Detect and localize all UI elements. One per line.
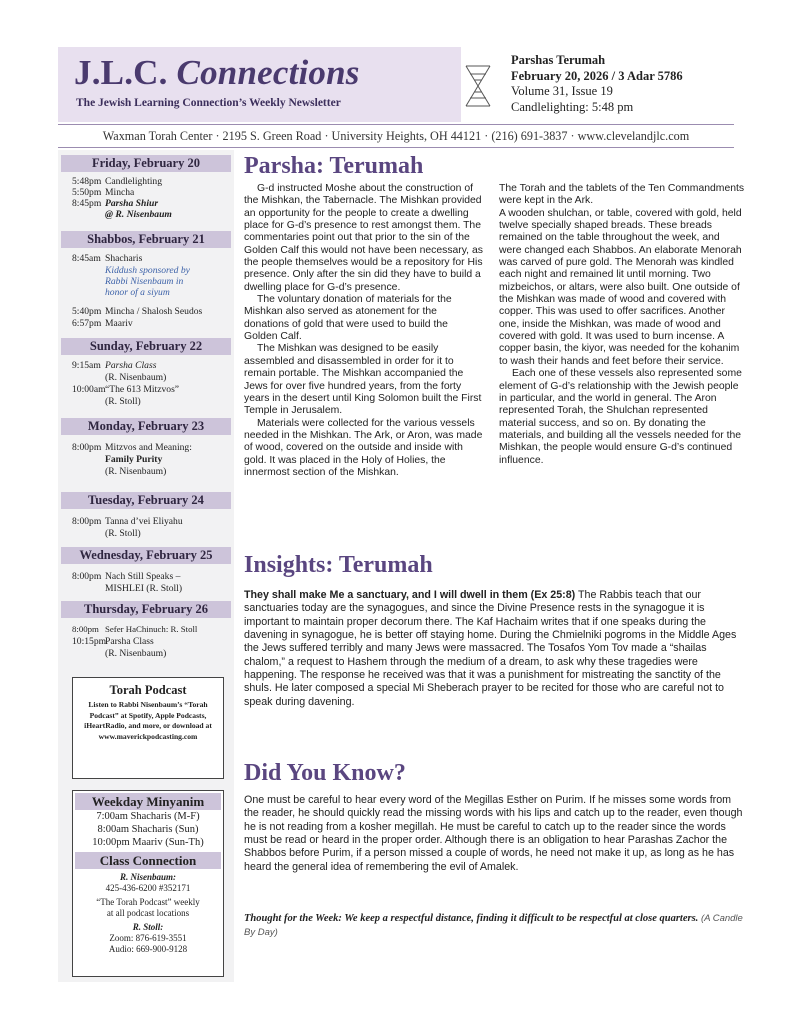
day-header-monday: Monday, February 23 xyxy=(61,418,231,435)
paragraph: Materials were collected for the various vessels needed in the Mishkan. The Ark, or Aron, was made of wood, covered on the outside and inside with gold. It was placed in the Holy of Holies, the innermost section of the Mishkan. xyxy=(244,417,483,478)
thought-text: We keep a respectful distance, finding it difficult to be respectful at close quarters. xyxy=(341,913,699,924)
logo-icon xyxy=(464,62,492,110)
day-header-sunday: Sunday, February 22 xyxy=(61,338,231,355)
schedule-event: 8:00pm Nach Still Speaks – xyxy=(72,571,181,582)
day-header-shabbos: Shabbos, February 21 xyxy=(61,231,231,248)
schedule-event-detail: (R. Nisenbaum) xyxy=(105,648,167,659)
contact-name: R. Nisenbaum: xyxy=(119,872,176,882)
schedule-event: 8:45am Shacharis xyxy=(72,253,143,264)
schedule-event-detail: (R. Stoll) xyxy=(105,396,141,407)
address-bar: Waxman Torah Center · 2195 S. Green Road · University Heights, OH 44121 · (216) 691-3837 · www.clevelandjlc.com xyxy=(58,124,734,148)
newsletter-title: J.L.C. Connections xyxy=(74,53,360,92)
paragraph: The Torah and the tablets of the Ten Commandments were kept in the Ark. xyxy=(499,183,745,207)
schedule-event-detail: (R. Stoll) xyxy=(105,528,141,539)
contact-name: R. Stoll: xyxy=(132,922,164,932)
schedule-event-detail: (R. Nisenbaum) xyxy=(105,372,167,383)
schedule-event-detail: (R. Nisenbaum) xyxy=(105,466,167,477)
day-header-friday: Friday, February 20 xyxy=(61,155,231,172)
paragraph: A wooden shulchan, or table, covered with gold, held twelve specially shaped breads. These breads remained on the table throughout the week, and were changed each Shabbos. An elaborate Menorah was carved of pure gold. The Menorah was kindled each night and remained lit until morning. Two mizbeichos, or altars, were also built. One outside of the Mishkan was made of wood and covered with copper. This was used to offer sacrifices. Another one, inside the Mishkan, was made of wood and covered with gold. It was used to burn incense. A copper basin, the kiyor, was needed for the kohanim to wash their hands and feet before their service. xyxy=(499,207,742,367)
thought-label: Thought for the Week: xyxy=(244,913,342,924)
minyan-line: 8:00am Shacharis (Sun) xyxy=(97,824,199,835)
minyan-line: 7:00am Shacharis (M-F) xyxy=(96,811,200,822)
paragraph: Each one of these vessels also represented some element of G-d’s relationship with the Jewish people in particular, and the world in general. The Aron represented Torah, the Shulchan represented material success, and so on. By donating the materials, and building all the vessels needed for the Mishkan, the people would ensure G-d’s continued influence. xyxy=(499,368,742,466)
parsha-column-right xyxy=(499,183,745,467)
schedule-event: 5:50pm Mincha xyxy=(72,187,135,198)
insights-verse: They shall make Me a sanctuary, and I will dwell in them (Ex 25:8) xyxy=(244,589,576,601)
schedule-event: 9:15am Parsha Class xyxy=(72,360,157,371)
insights-body xyxy=(244,589,744,709)
did-you-know-heading: Did You Know? xyxy=(244,760,406,786)
contact-line: at all podcast locations xyxy=(106,908,190,918)
paragraph: The Mishkan was designed to be easily assembled and disassembled in order for it to remain portable. The Mishkan accompanied the Jews for over five hundred years, from the forty years in the desert until King Solomon built the First Temple in Jerusalem. xyxy=(244,343,482,417)
parsha-column-left xyxy=(244,183,484,479)
schedule-event-detail: @ R. Nisenbaum xyxy=(105,209,172,220)
parsha-heading: Parsha: Terumah xyxy=(244,153,424,179)
schedule-event: 5:40pm Mincha / Shalosh Seudos xyxy=(72,306,203,317)
contact-line: 425-436-6200 #352171 xyxy=(105,883,191,893)
issue-volume: Volume 31, Issue 19 xyxy=(511,84,613,98)
paragraph: G-d instructed Moshe about the construction of the Mishkan, the Tabernacle. The Mishkan provided an opportunity for the people to create a dwelling place for G-d’s presence to rest amongst them. The commentaries point out that prior to the sin of the Golden Calf this would not have been necessary, as the people themselves would be a repository for His presence. Only after the sin did they have to build a dwelling place for G-d’s presence. xyxy=(244,183,483,293)
minyan-box xyxy=(72,790,224,977)
kiddush-note: Rabbi Nisenbaum in xyxy=(105,276,184,287)
schedule-event-detail: Family Purity xyxy=(105,454,163,465)
contact-line: “The Torah Podcast” weekly xyxy=(96,897,200,907)
issue-info xyxy=(511,53,683,115)
newsletter-subtitle: The Jewish Learning Connection’s Weekly Newsletter xyxy=(76,97,341,109)
podcast-heading: Torah Podcast xyxy=(109,683,187,697)
contact-line: Zoom: 876-619-3551 xyxy=(109,933,187,943)
schedule-event: 8:00pm Mitzvos and Meaning: xyxy=(72,442,192,453)
podcast-text: Listen to Rabbi Nisenbaum’s “Torah Podcast” at Spotify, Apple Podcasts, iHeartRadio, and more, or download at www.maverickpodcasting.com xyxy=(84,700,212,741)
schedule-event: 10:00am“The 613 Mitzvos” xyxy=(72,384,180,395)
thought-source: (A Candle By Day) xyxy=(244,913,743,938)
issue-date: February 20, 2026 / 3 Adar 5786 xyxy=(511,68,683,83)
contact-line: Audio: 669-900-9128 xyxy=(108,944,188,954)
torah-podcast-box xyxy=(72,677,224,779)
schedule-event-detail: MISHLEI (R. Stoll) xyxy=(105,583,183,594)
kiddush-note: honor of a siyum xyxy=(105,287,170,298)
parsha-name: Parshas Terumah xyxy=(511,53,606,67)
schedule-event: 8:45pm Parsha Shiur xyxy=(72,198,159,209)
class-connection-heading: Class Connection xyxy=(75,852,221,869)
schedule-event: 6:57pm Maariv xyxy=(72,318,133,329)
kiddush-note: Kiddush sponsored by xyxy=(105,265,190,276)
schedule-event: 8:00pm Tanna d’vei Eliyahu xyxy=(72,516,183,527)
minyan-heading: Weekday Minyanim xyxy=(75,793,221,810)
candlelighting-time: Candlelighting: 5:48 pm xyxy=(511,99,634,114)
did-you-know-body xyxy=(244,794,744,874)
paragraph: The voluntary donation of materials for the Mishkan also served as atonement for the donations of gold that were used to build the Golden Calf. xyxy=(244,294,452,343)
insights-heading: Insights: Terumah xyxy=(244,552,433,578)
schedule-event: 10:15pmParsha Class xyxy=(72,636,154,647)
paragraph: One must be careful to hear every word of the Megillas Esther on Purim. If he misses some words from the reader, he should quickly read the missing words with his lips and catch up to the reader, even though he is not reading from a kosher megillah. He must be careful to catch up to the reader since the words must be read or heard in the proper order. Although there is an obligation to hear Parashas Zachor the Shabbos before Purim, if a person missed a couple of words, he need not make it up, as long as he has heard the general idea of remembering the evil of Amalek. xyxy=(244,794,743,873)
minyan-line: 10:00pm Maariv (Sun-Th) xyxy=(92,837,204,848)
insights-text: The Rabbis teach that our sanctuaries today are the synagogues, and since the Divine Presence rests in the synagogue it is important to maintain proper decorum there. The Kaf Hachaim writes that if one speaks during the davening in synagogue, he is better off staying home. During the Chmielniki pogroms in the Middle Ages the Jews suffered terribly and many Jews were massacred. The Tosafos Yom Tov made a “shailas chalom,” a request to Hashem through the medium of a dream, to ask why these tragedies were happening. The response he received was that it was a punishment for mistreating the sanctity of the shuls. He later composed a special Mi Sheberach prayer to be recited for those who are careful not to speak during davening. xyxy=(244,589,737,708)
schedule-event: 8:00pm Sefer HaChinuch: R. Stoll xyxy=(72,624,198,634)
day-header-tuesday: Tuesday, February 24 xyxy=(61,492,231,509)
schedule-event: 5:48pm Candlelighting xyxy=(72,176,163,187)
day-header-wednesday: Wednesday, February 25 xyxy=(61,547,231,564)
thought-for-week xyxy=(244,912,744,939)
masthead xyxy=(58,47,461,122)
day-header-thursday: Thursday, February 26 xyxy=(61,601,231,618)
